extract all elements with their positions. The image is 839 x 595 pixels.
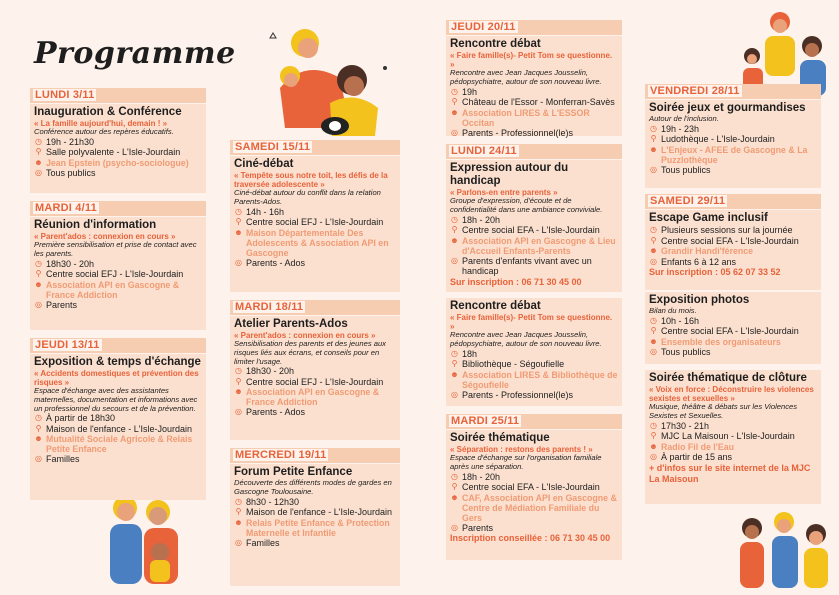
event-public: Familles [46, 454, 80, 465]
target-icon: ◎ [451, 127, 458, 137]
person-icon: ☻ [450, 107, 459, 117]
location-icon: ⚲ [451, 482, 458, 492]
event-public: Tous publics [661, 164, 711, 175]
event-title: Atelier Parents-Ados [234, 318, 348, 330]
event-organizer: Relais Petite Enfance & Protection Maternelle et Infantile [246, 517, 390, 538]
person-icon: ☻ [34, 434, 43, 444]
event-time: 19h - 21h30 [46, 136, 95, 147]
event-public: Parents - Ados [246, 257, 306, 268]
event-more-info: + d'infos sur le site internet de la MJC La Maisoun [649, 462, 811, 484]
clock-icon: ◷ [235, 366, 242, 376]
event-place: Bibliothèque - Ségoufielle [462, 359, 565, 370]
clock-icon: ◷ [35, 413, 42, 423]
day-label: SAMEDI 15/11 [230, 140, 400, 155]
event-registration: Sur inscription : 05 62 07 33 52 [649, 267, 781, 277]
clock-icon: ◷ [451, 348, 458, 358]
location-icon: ⚲ [35, 269, 42, 279]
day-label: LUNDI 3/11 [30, 88, 206, 103]
target-icon: ◎ [235, 257, 242, 267]
event-organizer: Association API en Gascogne & Lieu d'Accueil Enfants-Parents [462, 235, 616, 256]
event-public: Tous publics [661, 347, 711, 358]
event-public: Tous publics [46, 168, 96, 179]
clock-icon: ◷ [35, 258, 42, 268]
family-illustration-bottom-left [100, 490, 195, 590]
person-icon: ☻ [649, 246, 658, 255]
event-description: Ciné-débat autour du conflit dans la relation Parents-Ados. [234, 188, 381, 206]
target-icon: ◎ [35, 168, 42, 178]
event-organizer: Jean Epstein (psycho-sociologue) [46, 157, 189, 168]
event-card [645, 292, 821, 364]
day-label: JEUDI 20/11 [446, 20, 622, 35]
location-icon: ⚲ [451, 97, 458, 107]
event-organizer: Association LIRES & L'ESSOR Occitan [462, 107, 590, 128]
event-description: Rencontre avec Jean Jacques Jousselin, pédopsychiatre, autour de son nouveau livre. [450, 330, 602, 348]
target-icon: ◎ [650, 347, 657, 357]
clock-icon: ◷ [235, 496, 242, 506]
location-icon: ⚲ [235, 217, 242, 227]
event-card [446, 160, 622, 292]
target-icon: ◎ [235, 407, 242, 417]
clock-icon: ◷ [650, 315, 657, 325]
person-icon: ☻ [234, 517, 243, 527]
event-organizer: Grandir Handi'férence [661, 246, 754, 256]
target-icon: ◎ [650, 452, 657, 462]
event-card [30, 354, 206, 500]
event-title: Soirée thématique [450, 432, 550, 444]
person-icon: ☻ [450, 235, 459, 245]
event-place: Ludothèque - L'Isle-Jourdain [661, 134, 775, 145]
person-icon: ☻ [649, 144, 658, 154]
event-place: Centre social EFA - L'Isle-Jourdain [462, 225, 600, 236]
event-time: 18h [462, 348, 478, 359]
person-icon: ☻ [649, 336, 658, 346]
event-subtitle: « Accidents domestiques et prévention des risques » [34, 369, 199, 387]
event-time: À partir de 18h30 [46, 413, 116, 424]
day-label: MARDI 4/11 [30, 201, 206, 216]
event-card [230, 464, 400, 586]
event-time: 10h - 16h [661, 315, 700, 326]
person-icon: ☻ [234, 387, 243, 397]
location-icon: ⚲ [35, 423, 42, 433]
location-icon: ⚲ [235, 376, 242, 386]
day-label: MERCREDI 19/11 [230, 448, 400, 463]
family-illustration-bottom-right [732, 508, 837, 593]
event-organizer: CAF, Association API en Gascogne & Centre de Médiation Familiale du Gers [462, 492, 617, 523]
target-icon: ◎ [451, 255, 458, 265]
event-subtitle: « Séparation : restons des parents ! » [450, 445, 593, 454]
event-description: Rencontre avec Jean Jacques Jousselin, pédopsychiatre, autour de son nouveau livre. [450, 68, 602, 86]
person-icon: ☻ [450, 369, 459, 379]
event-time: 19h [462, 86, 478, 97]
event-card [645, 370, 821, 504]
event-title: Escape Game inclusif [649, 212, 768, 224]
clock-icon: ◷ [650, 225, 657, 234]
event-public: À partir de 15 ans [661, 452, 733, 463]
event-public: Parents d'enfants vivant avec un handicap [462, 255, 592, 277]
event-subtitle: « Tempête sous notre toit, les défis de la traversée adolescente » [234, 171, 388, 189]
location-icon: ⚲ [451, 225, 458, 235]
event-organizer: Association API en Gascogne & France Addiction [46, 279, 180, 300]
event-card [230, 316, 400, 440]
event-description: Bilan du mois. [649, 306, 697, 315]
event-title: Inauguration & Conférence [34, 106, 182, 118]
event-description: Groupe d'expression, d'écoute et de confidentialité dans une ambiance conviviale. [450, 196, 603, 214]
event-public: Enfants 6 à 12 ans [661, 256, 737, 267]
event-public: Parents - Ados [246, 407, 306, 418]
event-public: Parents [462, 522, 494, 533]
day-label: SAMEDI 29/11 [645, 194, 821, 209]
event-place: MJC La Maisoun - L'Isle-Jourdain [661, 431, 795, 442]
location-icon: ⚲ [650, 235, 657, 245]
event-card [446, 430, 622, 560]
event-organizer: Radio Fil de l'Eau [661, 441, 734, 452]
event-time: 19h - 23h [661, 123, 700, 134]
event-place: Centre social EFJ - L'Isle-Jourdain [246, 217, 384, 228]
event-time: 18h30 - 20h [46, 258, 95, 269]
target-icon: ◎ [451, 522, 458, 532]
event-title: Ciné-débat [234, 158, 294, 170]
event-title: Soirée jeux et gourmandises [649, 102, 806, 114]
event-subtitle: « Faire famille(s)- Petit Tom se questionne. » [450, 51, 613, 69]
event-description: Première sensibilisation et prise de contact avec les parents. [34, 240, 197, 258]
person-icon: ☻ [34, 157, 43, 167]
target-icon: ◎ [235, 537, 242, 547]
person-icon: ☻ [450, 492, 459, 502]
target-icon: ◎ [451, 389, 458, 399]
day-label: JEUDI 13/11 [30, 338, 206, 353]
event-title: Expression autour du handicap [450, 162, 569, 187]
day-label: LUNDI 24/11 [446, 144, 622, 159]
event-organizer: Mutualité Sociale Agricole & Relais Petite Enfance [46, 434, 193, 455]
event-subtitle: « Parent'ados : connexion en cours » [234, 331, 376, 340]
person-icon: ☻ [34, 279, 43, 289]
event-place: Centre social EFJ - L'Isle-Jourdain [46, 269, 184, 280]
event-card [645, 210, 821, 290]
event-description: Sensibilisation des parents et des jeunes aux risques liés aux écrans, et conseils pour en limiter l'usage. [234, 339, 386, 366]
event-subtitle: « Faire famille(s)- Petit Tom se questionne. » [450, 313, 613, 331]
event-registration: Inscription conseillée : 06 71 30 45 00 [450, 533, 611, 544]
day-label: VENDREDI 28/11 [645, 84, 821, 99]
event-place: Maison de l'enfance - L'Isle-Jourdain [246, 507, 393, 518]
event-time: 18h30 - 20h [246, 366, 295, 377]
target-icon: ◎ [35, 299, 42, 309]
event-time: 8h30 - 12h30 [246, 496, 300, 507]
location-icon: ⚲ [235, 507, 242, 517]
event-description: Espace d'échange sur l'organisation familiale après une séparation. [450, 453, 602, 471]
event-title: Réunion d'information [34, 219, 157, 231]
event-description: Espace d'échange avec des assistantes maternelles, documentation et informations avec un professionnel du secours et de la prévention. [34, 386, 198, 413]
target-icon: ◎ [650, 164, 657, 174]
location-icon: ⚲ [451, 359, 458, 369]
clock-icon: ◷ [650, 420, 657, 430]
clock-icon: ◷ [235, 206, 242, 216]
event-subtitle: « Voix en force : Déconstruire les violences sexistes et sexuelles » [649, 385, 814, 403]
location-icon: ⚲ [650, 431, 657, 441]
event-title: Rencontre débat [450, 300, 541, 312]
event-card [446, 298, 622, 406]
event-description: Découverte des différents modes de gardes en Gascogne Toulousaine. [234, 478, 392, 496]
event-public: Familles [246, 537, 280, 548]
event-card [446, 36, 622, 136]
clock-icon: ◷ [650, 123, 657, 133]
event-time: 18h - 20h [462, 214, 501, 225]
event-description: Conférence autour des repères éducatifs. [34, 127, 174, 136]
event-place: Centre social EFJ - L'Isle-Jourdain [246, 376, 384, 387]
day-label: MARDI 18/11 [230, 300, 400, 315]
event-registration: Sur inscription : 06 71 30 45 00 [450, 276, 582, 287]
event-card [645, 100, 821, 188]
family-illustration-top [260, 18, 400, 148]
event-subtitle: « Parlons-en entre parents » [450, 188, 558, 197]
event-public: Parents - Professionnel(le)s [462, 389, 574, 400]
event-place: Centre social EFA - L'Isle-Jourdain [661, 235, 799, 246]
event-card [30, 217, 206, 330]
event-card [30, 104, 206, 193]
event-place: Salle polyvalente - L'Isle-Jourdain [46, 147, 181, 158]
event-time: 14h - 16h [246, 206, 285, 217]
event-time: Plusieurs sessions sur la journée [661, 225, 793, 235]
event-description: Musique, théâtre & débats sur les Violences Sexistes et Sexuelles. [649, 402, 798, 420]
clock-icon: ◷ [451, 471, 458, 481]
event-organizer: Ensemble des organisateurs [661, 336, 781, 347]
event-subtitle: « Parent'ados : connexion en cours » [34, 232, 176, 241]
event-time: 17h30 - 21h [661, 420, 710, 431]
event-place: Maison de l'enfance - L'Isle-Jourdain [46, 423, 193, 434]
person-icon: ☻ [234, 227, 243, 237]
clock-icon: ◷ [35, 136, 42, 146]
event-organizer: L'Enjeux - AFEE de Gascogne & La Puzzlothèque [661, 144, 808, 165]
event-place: Centre social EFA - L'Isle-Jourdain [661, 326, 799, 337]
location-icon: ⚲ [650, 134, 657, 144]
event-title: Rencontre débat [450, 38, 541, 50]
location-icon: ⚲ [650, 326, 657, 336]
event-subtitle: « La famille aujourd'hui, demain ! » [34, 119, 168, 128]
target-icon: ◎ [35, 454, 42, 464]
event-organizer: Association API en Gascogne & France Addiction [246, 387, 380, 408]
event-public: Parents [46, 299, 78, 310]
event-place: Centre social EFA - L'Isle-Jourdain [462, 482, 600, 493]
event-title: Exposition photos [649, 294, 750, 306]
day-label: MARDI 25/11 [446, 414, 622, 429]
clock-icon: ◷ [451, 214, 458, 224]
event-place: Château de l'Essor - Monferran-Savès [462, 97, 615, 108]
event-card [230, 156, 400, 292]
event-time: 18h - 20h [462, 471, 501, 482]
location-icon: ⚲ [35, 147, 42, 157]
event-description: Autour de l'inclusion. [649, 114, 719, 123]
event-title: Forum Petite Enfance [234, 466, 353, 478]
clock-icon: ◷ [451, 86, 458, 96]
event-title: Soirée thématique de clôture [649, 372, 807, 384]
event-organizer: Association LIRES & Bibliothèque de Ségoufielle [462, 369, 618, 390]
page-title: Programme [34, 36, 236, 71]
person-icon: ☻ [649, 441, 658, 451]
target-icon: ◎ [650, 256, 657, 266]
event-public: Parents - Professionnel(le)s [462, 127, 574, 138]
event-organizer: Maison Départementale Des Adolescents & Association API en Gascogne [246, 227, 389, 258]
event-title: Exposition & temps d'échange [34, 356, 201, 368]
